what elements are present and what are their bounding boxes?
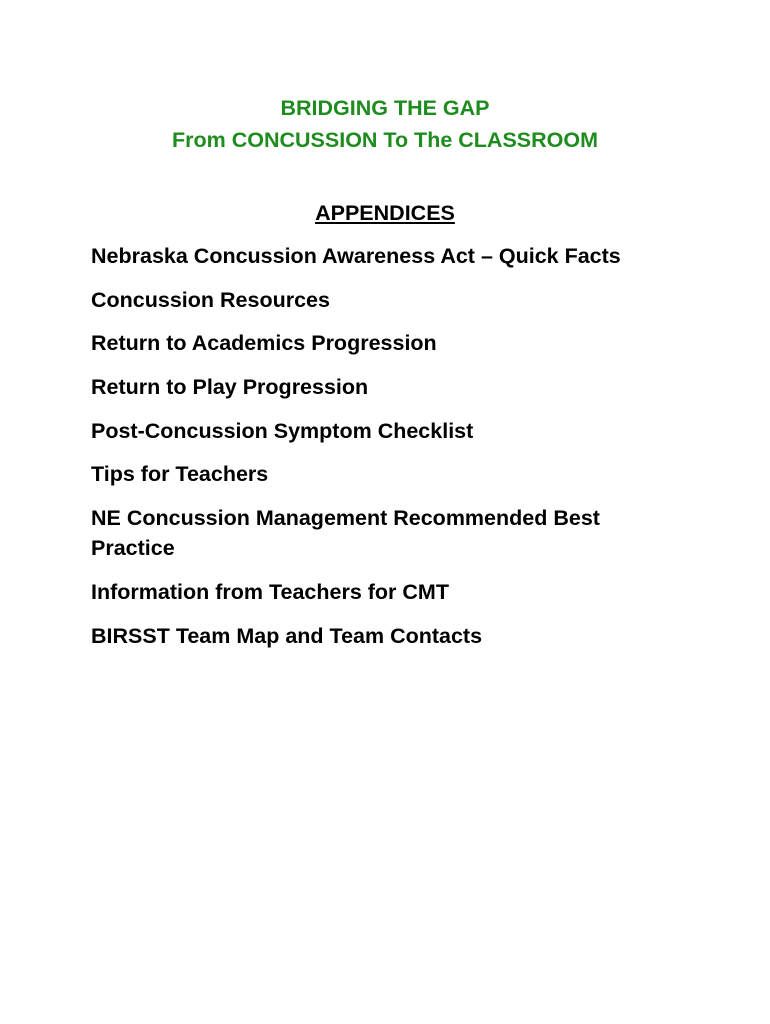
appendix-item: Tips for Teachers xyxy=(91,462,269,487)
document-title xyxy=(0,92,770,156)
appendix-item: BIRSST Team Map and Team Contacts xyxy=(91,623,483,648)
appendices-heading: APPENDICES xyxy=(315,201,455,225)
appendix-item: Post-Concussion Symptom Checklist xyxy=(91,418,474,443)
title-line-2: From CONCUSSION To The CLASSROOM xyxy=(171,128,599,152)
appendix-item: NE Concussion Management Recommended Best Practice xyxy=(91,506,600,561)
appendix-list xyxy=(91,241,651,664)
appendix-item: Concussion Resources xyxy=(91,287,330,312)
appendix-item: Return to Play Progression xyxy=(91,375,369,400)
title-line-1: BRIDGING THE GAP xyxy=(280,96,490,120)
appendix-item: Nebraska Concussion Awareness Act – Quick Facts xyxy=(91,244,621,268)
appendix-item: Information from Teachers for CMT xyxy=(91,579,449,604)
appendix-item: Return to Academics Progression xyxy=(91,331,437,356)
